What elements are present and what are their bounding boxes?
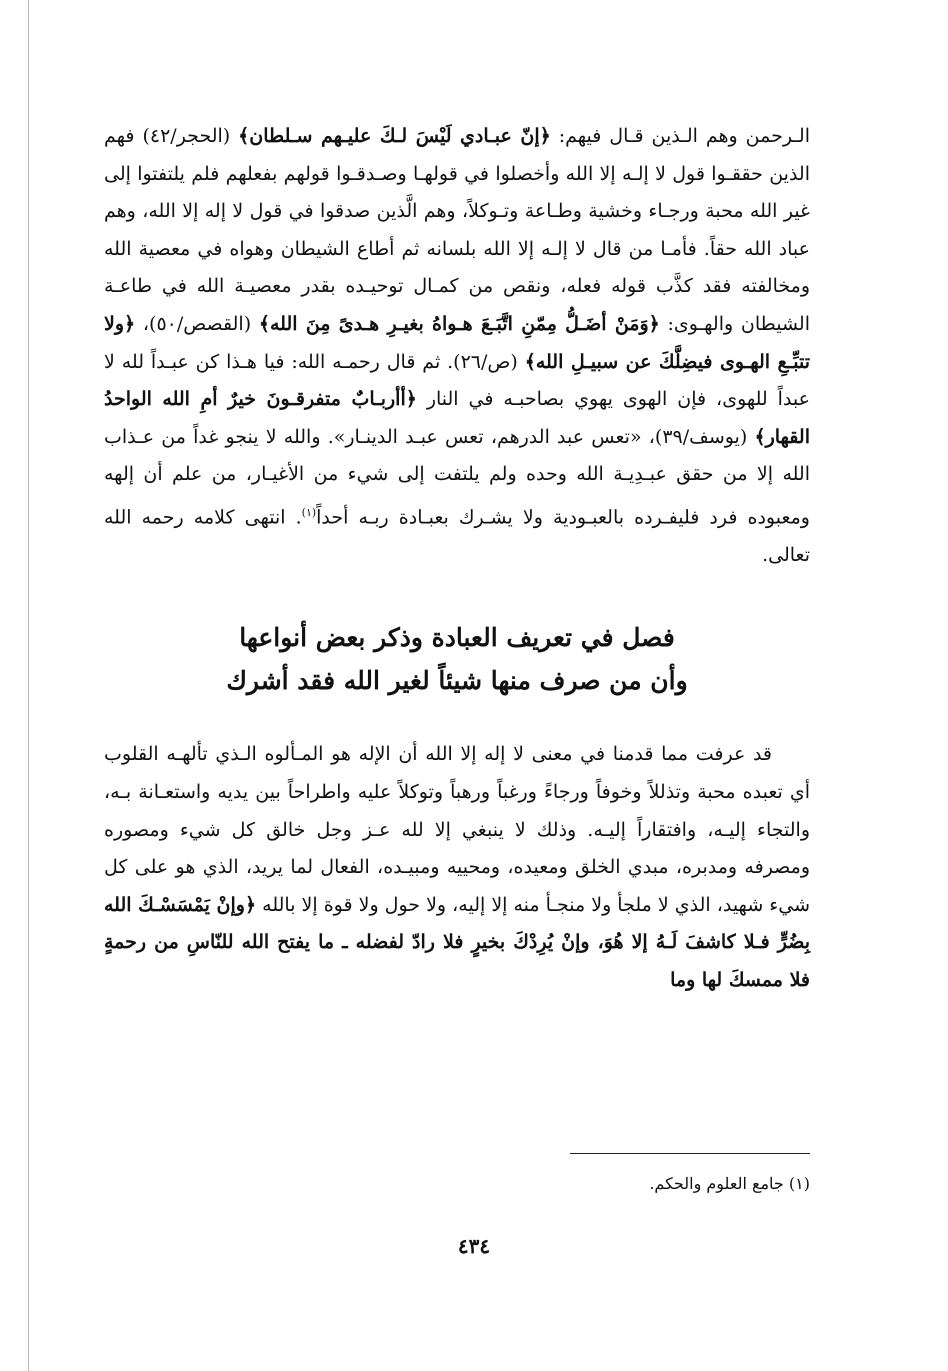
- text-segment: (القصص/٥٠)،: [135, 312, 259, 335]
- quran-verse-yusuf: ﴿أأربـابٌ متفرقـونَ خيرٌ أمِ الله الواحدُ القهار﴾: [104, 388, 810, 448]
- footnote-reference: (١): [301, 505, 317, 519]
- text-segment: (الحجر/٤٢) فهم الذين حققـوا قول لا إلـه إلا الله وأخصلوا في قولهـا وصـدقـوا قولهم بفعلهم فلم يلتفتوا إلى غير الله محبة ورجـاء وخشية وطـاعة وتـوكلاً، وهم الَّذين صدقوا في قول لا إله إلا الله، وهم عباد الله حقاً. فأمـا من قال لا إلـه إلا الله بلسانه ثم أطاع الشيطان وهواه في معصية الله ومخالفته فقد كذَّب قوله فعله، ونقص من كمـال توحيـده بقدر معصيـة الله في طاعـة الشيطان والهـوى:: [104, 125, 810, 335]
- page-edge-line: [28, 0, 29, 1371]
- section-heading: [104, 616, 810, 702]
- heading-line-2: وأن من صرف منها شيئاً لغير الله فقد أشرك: [226, 666, 688, 696]
- text-segment: . انتهى كلامه رحمه الله تعالى.: [104, 506, 810, 566]
- text-segment: الـرحمن وهم الـذين قـال فيهم:: [550, 125, 810, 147]
- page-body: [104, 118, 810, 1000]
- quran-verse-yunus: ﴿وإنْ يَمْسَسْـكَ الله بِضُرٍّ فـلا كاشفَ لَـهُ إلا هُوَ، وإنْ يُرِدْكَ بخيرٍ فلا رادّ لفضله ـ ما يفتح الله للنّاسِ من رحمةٍ فلا ممسكَ لها وما: [104, 893, 810, 992]
- footnote-separator: [570, 1153, 810, 1154]
- quran-verse-al-hijr: ﴿إنّ عبـادي لَيْسَ لـكَ عليـهم سـلطان﴾: [238, 125, 551, 147]
- quran-verse-sad: ﴿ولا تتبِّـعِ الهـوى فيضِلَّكَ عن سبيـلِ الله﴾: [104, 312, 810, 373]
- second-paragraph: [104, 736, 810, 999]
- footnote: (١) جامع العلوم والحكم.: [649, 1174, 810, 1193]
- quran-verse-al-qasas: ﴿وَمَنْ أضَـلُّ مِمّنِ اتَّبَـعَ هـواهُ بغيـرِ هـدىً مِنَ الله﴾: [258, 312, 660, 335]
- top-paragraph: [104, 118, 810, 574]
- text-segment: (يوسف/٣٩)، «تعس عبد الدرهم، تعس عبـد الدينـار». والله لا ينجو غداً من عـذاب الله إلا من حقق عبـدِيـة الله وحده ولم يلتفت إلى شيء من الأغيـار، من علم أن إلهه ومعبوده فرد فليفـرده بالعبـودية ولا يشـرك بعبـادة ربـه أحداً: [104, 425, 810, 529]
- text-segment: (ص/٢٦). ثم قال رحمـه الله: فيا هـذا كن عبـداً لله لا عبداً للهوى، فإن الهوى يهوي بصاحبـه في النار: [104, 350, 810, 411]
- text-segment: قد عرفت مما قدمنا في معنى لا إله إلا الله أن الإله هو المـألوه الـذي تألهـه القلوب أي تعبده محبة وتذللاً وخوفاً ورجاءً ورغباً ورهباً وتوكلاً عليه واطراحاً بين يديه واستعـانة بـه، والتجاء إليـه، وافتقاراً إليـه. وذلك لا ينبغي إلا لله عـز وجل خالق كل شيء ومصوره ومصرفه ومدبره، مبدي الخلق ومعيده، ومحييه ومبيـده، الفعال لما يريد، الذي هو على كل شيء شهيد، الذي لا ملجأ ولا منجـأ منه إلا إليه، ولا حول ولا قوة إلا بالله: [104, 743, 810, 916]
- page-number: ٤٣٤: [457, 1234, 491, 1258]
- heading-line-1: فصل في تعريف العبادة وذكر بعض أنواعها: [239, 623, 675, 653]
